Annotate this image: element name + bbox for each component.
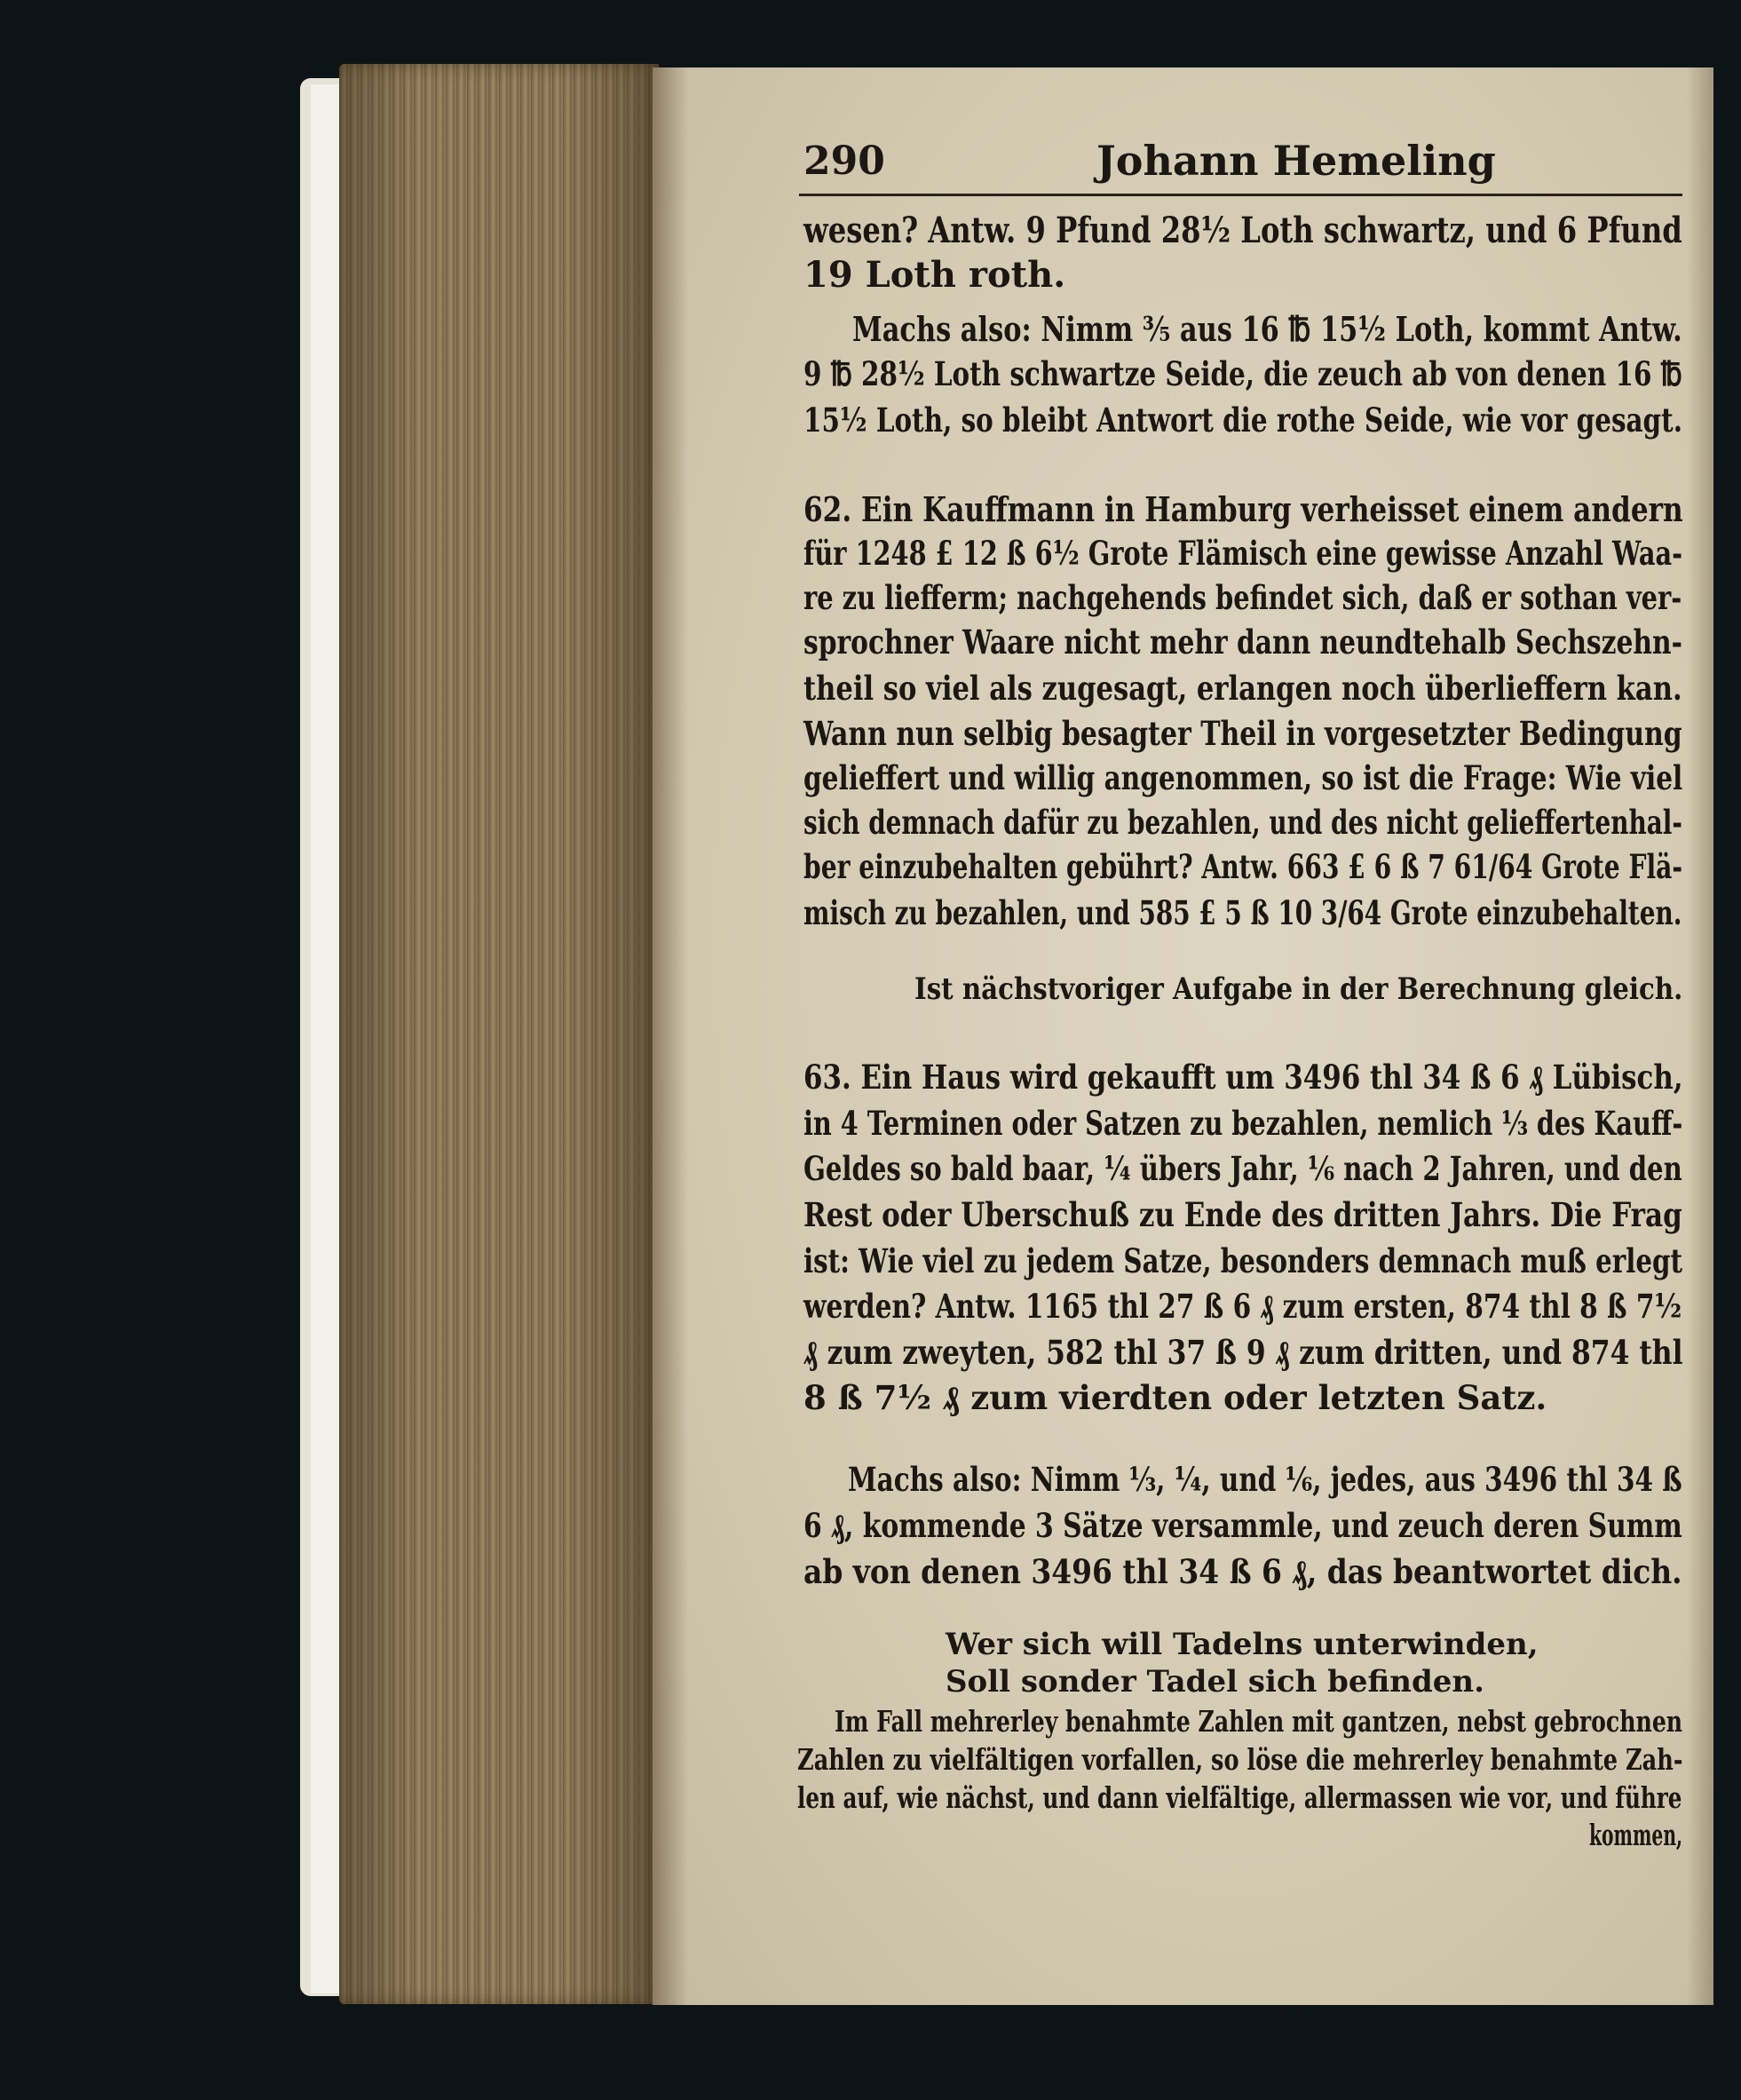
text-line: 63. Ein Haus wird gekaufft um 3496 thl 34 ß 6 ₰ Lübisch,: [803, 1058, 1683, 1097]
text-line: theil so viel als zugesagt, erlangen noch überlieffern kan.: [803, 669, 1682, 708]
catchword: kommen,: [1589, 1818, 1683, 1852]
verse-line: Soll sonder Tadel sich befinden.: [946, 1664, 1484, 1700]
footnote-line: len auf, wie nächst, und dann vielfältige, allermassen wie vor, und führe: [797, 1780, 1682, 1815]
running-title: Johann Hemeling: [1096, 137, 1496, 185]
gutter-shadow: [653, 67, 688, 2005]
text-line: 9 ℔ 28½ Loth schwartze Seide, die zeuch ab von denen 16 ℔: [803, 354, 1682, 393]
text-line: gelieffert und willig angenommen, so ist die Frage: Wie viel: [803, 758, 1683, 797]
header-rule: [799, 194, 1682, 196]
text-line: Wann nun selbig besagter Theil in vorgesetzter Bedingung: [803, 714, 1682, 753]
text-line: 6 ₰, kommende 3 Sätze versammle, und zeuch deren Summ: [803, 1506, 1682, 1545]
text-line: re zu liefferm; nachgehends befindet sich, daß er sothan ver-: [803, 578, 1682, 617]
text-line: ab von denen 3496 thl 34 ß 6 ₰, das beantwortet dich.: [803, 1552, 1682, 1591]
text-line: 8 ß 7½ ₰ zum vierdten oder letzten Satz.: [803, 1378, 1547, 1417]
text-line: in 4 Terminen oder Satzen zu bezahlen, nemlich ⅓ des Kauff-: [803, 1104, 1683, 1143]
text-line: für 1248 £ 12 ß 6½ Grote Flämisch eine gewisse Anzahl Waa-: [803, 534, 1683, 573]
page-stack-shadow: [339, 64, 659, 2004]
text-line: Rest oder Uberschuß zu Ende des dritten Jahrs. Die Frag: [803, 1195, 1682, 1234]
footnote-line: Zahlen zu vielfältigen vorfallen, so löse die mehrerley benahmte Zah-: [797, 1742, 1683, 1777]
page-number: 290: [803, 139, 885, 184]
text-line: sich demnach dafür zu bezahlen, und des nicht gelieffertenhal-: [803, 803, 1682, 842]
text-line: wesen? Antw. 9 Pfund 28½ Loth schwartz, und 6 Pfund: [803, 210, 1682, 251]
text-line: Machs also: Nimm ⅗ aus 16 ℔ 15½ Loth, kommt Antw.: [852, 309, 1682, 349]
text-line: Machs also: Nimm ⅓, ¼, und ⅙, jedes, aus 3496 thl 34 ß: [848, 1460, 1682, 1499]
text-line: 15½ Loth, so bleibt Antwort die rothe Seide, wie vor gesagt.: [803, 400, 1682, 440]
text-line: sprochner Waare nicht mehr dann neundtehalb Sechszehn-: [803, 622, 1682, 662]
footnote-line: Im Fall mehrerley benahmte Zahlen mit gantzen, nebst gebrochnen: [835, 1704, 1683, 1739]
page-right-edge: [1687, 67, 1713, 2005]
text-line: ₰ zum zweyten, 582 thl 37 ß 9 ₰ zum dritten, und 874 thl: [803, 1333, 1683, 1372]
text-line: Geldes so bald baar, ¼ übers Jahr, ⅙ nach 2 Jahren, und den: [803, 1149, 1682, 1188]
text-line: werden? Antw. 1165 thl 27 ß 6 ₰ zum ersten, 874 thl 8 ß 7½: [803, 1287, 1682, 1326]
text-line: 62. Ein Kauffmann in Hamburg verheisset einem andern: [803, 489, 1683, 529]
verse-line: Wer sich will Tadelns unterwinden,: [946, 1627, 1539, 1662]
text-line: 19 Loth roth.: [803, 254, 1066, 296]
text-line: ist: Wie viel zu jedem Satze, besonders demnach muß erlegt: [803, 1241, 1683, 1280]
text-line: misch zu bezahlen, und 585 £ 5 ß 10 3/64 Grote einzubehalten.: [803, 893, 1682, 932]
text-line: ber einzubehalten gebührt? Antw. 663 £ 6 ß 7 61/64 Grote Flä-: [803, 847, 1683, 886]
note-line: Ist nächstvoriger Aufgabe in der Berechnung gleich.: [914, 971, 1683, 1007]
